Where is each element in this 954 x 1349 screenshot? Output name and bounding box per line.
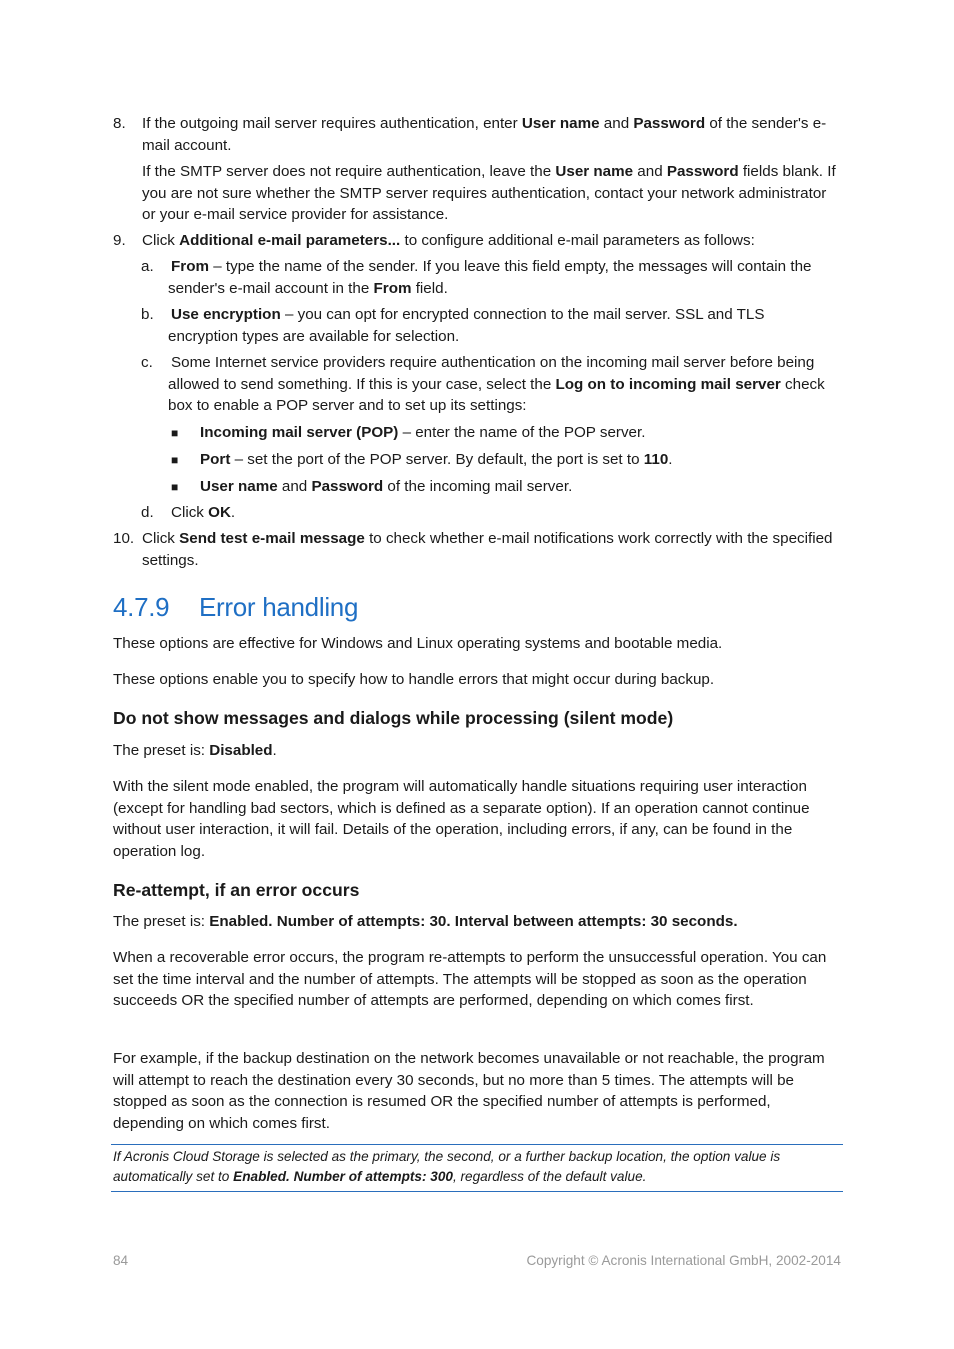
substep-d: Click OK.	[171, 504, 236, 521]
silent-mode-preset: The preset is: Disabled.	[113, 742, 277, 759]
intro-paragraph-1: These options are effective for Windows and Linux operating systems and bootable media.	[113, 635, 723, 652]
page-number: 84	[113, 1253, 129, 1268]
bullet-item: Port – set the port of the POP server. By default, the port is set to 110.	[200, 451, 673, 468]
reattempt-heading: Re-attempt, if an error occurs	[113, 880, 360, 900]
step-9-paragraph: Click Additional e-mail parameters... to configure additional e-mail parameters as follows:	[142, 232, 755, 249]
section-title: Error handling	[199, 592, 359, 622]
step-8-paragraph-2: If the SMTP server does not require authentication, leave the User name and Password fields blank. If you are not sure whether the SMTP server requires authentication, contact your network administrator or your e-mail service provider for assistance.	[142, 163, 836, 224]
intro-paragraph-2: These options enable you to specify how to handle errors that might occur during backup.	[113, 671, 715, 688]
section-number: 4.7.9	[113, 592, 170, 622]
copyright-text: Copyright © Acronis International GmbH, 2002-2014	[526, 1253, 841, 1268]
bullet-item: Incoming mail server (POP) – enter the name of the POP server.	[200, 424, 646, 441]
step-number: 9.	[113, 232, 126, 249]
section-heading	[113, 590, 358, 624]
silent-mode-body: With the silent mode enabled, the program will automatically handle situations requiring user interaction (except for handling bad sectors, which is defined as a separate option). If an operation cannot continue without user interaction, it will fail. Details of the operation, including errors, if any, can be found in the operation log.	[113, 778, 810, 860]
step-8-paragraph-1: If the outgoing mail server requires authentication, enter User name and Password of the sender's e-mail account.	[142, 115, 827, 154]
reattempt-body-2: For example, if the backup destination on the network becomes unavailable or not reachable, the program will attempt to reach the destination every 30 seconds, but no more than 5 times. The attempts will be stopped as soon as the connection is resumed OR the specified number of attempts is performed, depending on which comes first.	[113, 1050, 825, 1132]
substep-letter: c.	[141, 354, 153, 371]
square-bullet-icon: ■	[171, 480, 179, 494]
substep-letter: a.	[141, 258, 154, 275]
substep-b: Use encryption – you can opt for encrypted connection to the mail server. SSL and TLS encryption types are available for selection.	[168, 306, 765, 345]
substep-a: From – type the name of the sender. If you leave this field empty, the messages will contain the sender's e-mail account in the From field.	[168, 258, 812, 297]
step-number: 10.	[113, 530, 135, 547]
square-bullet-icon: ■	[171, 453, 179, 467]
silent-mode-heading: Do not show messages and dialogs while processing (silent mode)	[113, 708, 674, 728]
note-text: If Acronis Cloud Storage is selected as the primary, the second, or a further backup location, the option value is automatically set to Enabled. Number of attempts: 300, regardless of the default value.	[113, 1149, 781, 1184]
note-box	[111, 1144, 843, 1192]
substep-letter: b.	[141, 306, 154, 323]
square-bullet-icon: ■	[171, 426, 179, 440]
reattempt-body-1: When a recoverable error occurs, the program re-attempts to perform the unsuccessful operation. You can set the time interval and the number of attempts. The attempts will be stopped as soon as the operation succeeds OR the specified number of attempts are performed, depending on which comes first.	[113, 949, 827, 1010]
substep-letter: d.	[141, 504, 154, 521]
substep-c: Some Internet service providers require authentication on the incoming mail server before being allowed to send something. If this is your case, select the Log on to incoming mail server check box to enable a POP server and to set up its settings:	[168, 354, 825, 415]
bullet-item: User name and Password of the incoming mail server.	[200, 478, 573, 495]
step-10-paragraph: Click Send test e-mail message to check whether e-mail notifications work correctly with the specified settings.	[142, 530, 833, 569]
step-number: 8.	[113, 115, 126, 132]
reattempt-preset: The preset is: Enabled. Number of attempts: 30. Interval between attempts: 30 seconds.	[113, 913, 738, 930]
